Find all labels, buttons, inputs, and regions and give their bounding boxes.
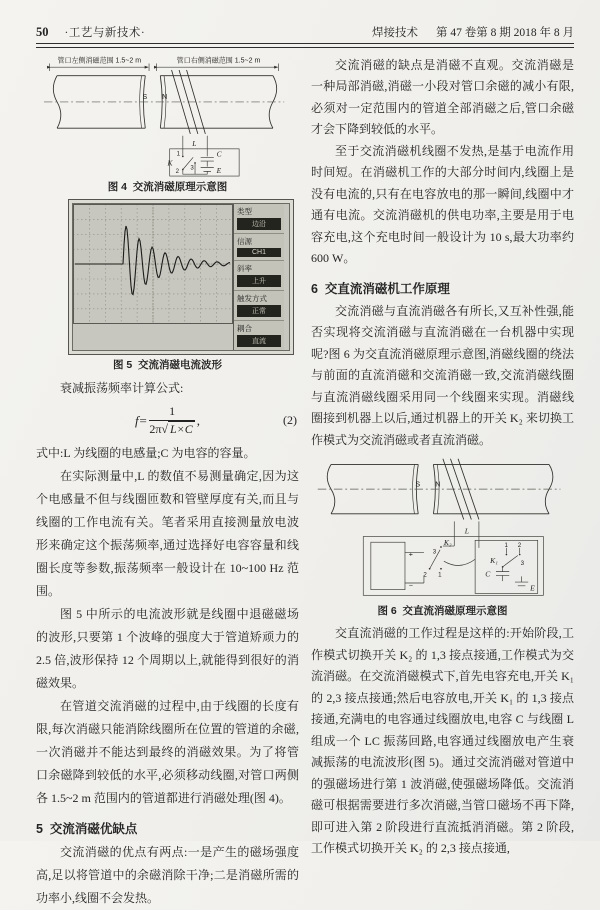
section6-heading: 6 交直流消磁机工作原理 bbox=[311, 281, 450, 296]
paragraph-measurement: 在实际测量中,L 的数值不易测量确定,因为这个电感量不但与线圈匝数和管壁厚度有关,而且与线圈的工作电流有关。笔者采用直接测量放电波形来确定这个振荡频率,通过选择好电容容量和线圈长度等参数,振荡频率一般设计在 10~100 Hz 范围。 bbox=[36, 468, 299, 598]
paragraph-pros: 交流消磁的优点有两点:一是产生的磁场强度高,足以将管道中的余磁消除干净;二是消磁所需的功率小,线圈不会发热。 bbox=[36, 844, 299, 905]
paragraph-cons: 交流消磁的缺点是消磁不直观。交流消磁是一种局部消磁,消磁一小段对管口余磁的减小有限,必须对一定范围内的管道全部消磁之后,管口余磁才会下降到较低的水平。 bbox=[311, 57, 574, 136]
paragraph-principle: 交流消磁与直流消磁各有所长,又互补性强,能否实现将交流消磁与直流消磁在一台机器中实现呢?图 6 为交直流消磁原理示意图,消磁线圈的绕法与前面的直流消磁和交流消磁一致,交流消磁线圈与直流消磁线圈采用同一个线圈来实现。消磁线圈接到机器上以后,通过机器上的开关 K₂ 来切换工作模式为交流消磁或者直流消磁。 bbox=[311, 303, 574, 447]
equation-number: (2) bbox=[283, 413, 297, 427]
paragraph-move-coil: 在管道交流消磁的过程中,由于线圈的长度有限,每次消磁只能消除线圈所在位置的管道的余磁,一次消磁并不能达到最终的消磁效果。为了将管口余磁降到较低的水平,必须移动线圈,对管口两侧各 1.5~2 m 范围内的管道都进行消磁处理(图 4)。 bbox=[36, 698, 299, 805]
ac-discharge-subcircuit bbox=[475, 540, 538, 593]
paragraph-process: 交直流消磁的工作过程是这样的:开始阶段,工作模式切换开关 K₂ 的 1,3 接点接通,工作模式为交流消磁。在交流消磁模式下,首先电容充电,开关 K₁ 的 2,3 接点接通;然后电容放电,开关 K₁ 的 1,3 接点接通,充满电的电容通过线圈放电,电容 C 与线圈 L 组成一个 LC 振荡回路,电容通过线圈放电产生衰减振荡的电流波形(图 5)。通过交流消磁对管道中的强磁场进行第 1 波消磁,使强磁场降低。交流消磁可根据需要进行多次消磁,当管口磁场不再下降,即可进入第 2 阶段进行直流抵消消磁。第 2 阶段,工作模式切换开关 K₂ 的 2,3 接点接通, bbox=[311, 626, 574, 855]
switch-k1-label: K₁ bbox=[490, 556, 498, 566]
issue-info: 第 47 卷第 8 期 2018 年 8 月 bbox=[436, 27, 574, 39]
osc-menu-group bbox=[234, 204, 284, 234]
figure5-photo bbox=[68, 199, 294, 355]
osc-menu-value: 直流 bbox=[237, 335, 281, 347]
k2-contact-3: 3 bbox=[432, 548, 437, 556]
figure5-caption: 图 5 交流消磁电流波形 bbox=[112, 358, 223, 371]
coil-lead-wires bbox=[183, 135, 207, 148]
k2-contact-1: 1 bbox=[438, 571, 442, 579]
power-supply-box bbox=[371, 542, 405, 589]
osc-menu-label: 耦合 bbox=[237, 323, 252, 333]
pole-s-label: S bbox=[142, 93, 148, 101]
machine-box bbox=[363, 537, 543, 596]
figure4-drawing bbox=[36, 55, 294, 177]
minus-terminal: − bbox=[408, 581, 413, 590]
column-title: ·工艺与新技术· bbox=[64, 27, 146, 39]
paragraph-heat: 至于交流消磁机线圈不发热,是基于电流作用时间短。在消磁机工作的大部分时间内,线圈上是没有电流的,只有在电容放电的那一瞬间,线圈中才通有电流。交流消磁机的供电功率,主要是用于电容充电,这个充电时间一般设计为 10 s,最大功率约 600 W。 bbox=[311, 143, 574, 265]
osc-menu-value: 边沿 bbox=[237, 218, 281, 230]
radicand: L×C bbox=[170, 422, 193, 436]
header-rule bbox=[36, 43, 574, 48]
switch-k-label: K bbox=[167, 158, 173, 168]
figure5 bbox=[36, 199, 299, 372]
battery-label: E bbox=[530, 583, 535, 593]
osc-menu-group bbox=[234, 321, 284, 350]
formula-intro: 衰减振荡频率计算公式: bbox=[60, 380, 184, 395]
figure4 bbox=[36, 55, 299, 194]
dimension-right bbox=[157, 55, 279, 70]
discharge-circuit-box bbox=[166, 148, 239, 175]
coil-inductance-label: L bbox=[192, 138, 197, 148]
k1-contact-1: 1 bbox=[504, 541, 508, 549]
osc-menu-value: CH1 bbox=[237, 248, 281, 257]
capacitor-label: C bbox=[485, 569, 491, 579]
page-number: 50 bbox=[36, 25, 49, 39]
pole-n-label: N bbox=[435, 480, 441, 489]
figure6 bbox=[311, 455, 574, 618]
switch-k2-label: K₂ bbox=[443, 538, 452, 548]
contact-1-label: 1 bbox=[176, 149, 181, 157]
dimension-left bbox=[50, 55, 149, 70]
mode-switch-k2 bbox=[423, 538, 475, 578]
equation-trailing-punct: , bbox=[196, 412, 201, 428]
pole-n-label: N bbox=[162, 93, 168, 101]
capacitor-label: C bbox=[216, 148, 222, 158]
right-column bbox=[311, 55, 574, 910]
equation-2 bbox=[36, 403, 299, 439]
osc-menu-label: 触发方式 bbox=[237, 293, 267, 303]
k1-contact-3: 3 bbox=[520, 559, 525, 567]
contact-3-label: 3 bbox=[190, 163, 194, 171]
battery-label: E bbox=[216, 165, 222, 175]
osc-menu-label: 类型 bbox=[237, 206, 252, 216]
osc-menu-value: 上升 bbox=[237, 275, 281, 287]
equation-fraction bbox=[149, 404, 194, 437]
figure4-caption: 图 4 交流消磁原理示意图 bbox=[107, 180, 228, 193]
k1-contact-2: 2 bbox=[517, 541, 522, 549]
left-column bbox=[36, 55, 299, 910]
equation-lhs: f= bbox=[134, 412, 148, 428]
plus-terminal: + bbox=[408, 550, 413, 559]
osc-menu-label: 斜率 bbox=[237, 263, 252, 273]
journal-name: 焊接技术 bbox=[372, 27, 418, 39]
oscilloscope-screen bbox=[73, 204, 233, 324]
paragraph-waveform: 图 5 中所示的电流波形就是线圈中退磁磁场的波形,只要第 1 个波峰的强度大于管道矫顽力的 2.5 倍,波形保持 12 个周期以上,就能得到很好的消磁效果。 bbox=[36, 606, 299, 690]
osc-menu-label: 信源 bbox=[237, 236, 252, 246]
contact-2-label: 2 bbox=[175, 167, 180, 175]
section5-heading: 5 交流消磁优缺点 bbox=[36, 821, 138, 836]
figure6-drawing bbox=[311, 455, 571, 601]
den-coefficient: 2π bbox=[149, 422, 162, 436]
osc-menu-value: 正常 bbox=[237, 305, 281, 317]
svg-text:管口左侧消磁范围 1.5~2 m: 管口左侧消磁范围 1.5~2 m bbox=[57, 57, 142, 65]
equation-where: 式中:L 为线圈的电感量;C 为电容的容量。 bbox=[36, 445, 256, 460]
figure6-caption: 图 6 交直流消磁原理示意图 bbox=[377, 605, 508, 617]
coil-inductance-label: L bbox=[464, 526, 469, 536]
svg-text:管口右侧消磁范围 1.5~2 m: 管口右侧消磁范围 1.5~2 m bbox=[176, 57, 261, 65]
osc-menu-group bbox=[234, 261, 284, 291]
equation-denominator bbox=[149, 421, 194, 437]
pole-s-label: S bbox=[415, 480, 421, 489]
k2-contact-2: 2 bbox=[423, 571, 427, 579]
page-header bbox=[36, 24, 574, 40]
sqrt-sign: √ bbox=[161, 422, 168, 436]
oscilloscope-menu bbox=[233, 204, 284, 350]
osc-menu-group bbox=[234, 291, 284, 321]
osc-menu-group bbox=[234, 234, 284, 261]
equation-numerator: 1 bbox=[149, 404, 194, 421]
